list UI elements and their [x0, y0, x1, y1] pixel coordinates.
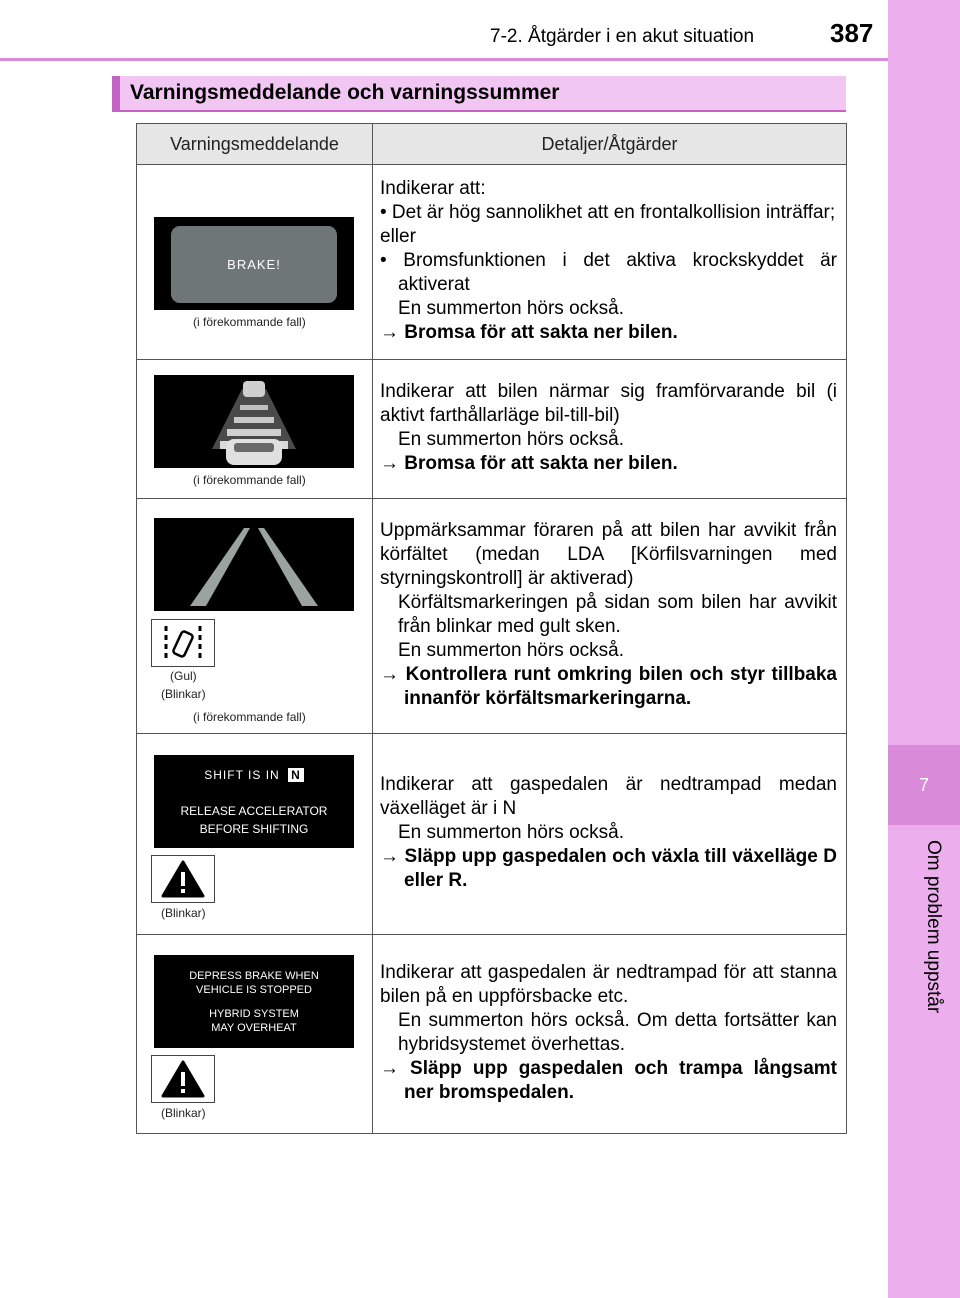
- lane-markings-icon: [154, 518, 354, 611]
- table-row: [137, 360, 847, 499]
- approaching-vehicle-icon: [154, 375, 354, 468]
- section-title: Varningsmeddelande och varningssummer: [130, 81, 560, 104]
- page-number: 387: [830, 18, 874, 48]
- section-title-bar: [112, 76, 846, 110]
- detail-action: → Kontrollera runt omkring bilen och styr tillbaka innanför körfältsmarkeringarna.: [380, 664, 837, 709]
- warning-indicator-box: [151, 1055, 215, 1103]
- message-cell: [137, 935, 373, 1134]
- column-header-message: Varningsmeddelande: [137, 124, 373, 165]
- section-heading: 7-2. Åtgärder i en akut situation: [490, 26, 755, 47]
- detail-bullet: • Det är hög sannolikhet att en frontalkollision inträffar;: [380, 202, 836, 223]
- detail-action: → Släpp upp gaspedalen och växla till växelläge D eller R.: [380, 846, 837, 891]
- indicator-state-caption: (Blinkar): [161, 906, 206, 920]
- display-line: MAY OVERHEAT: [211, 1022, 297, 1034]
- details-cell: [373, 935, 847, 1134]
- warning-triangle-icon: [152, 856, 214, 902]
- shift-warning-display: [154, 755, 354, 848]
- detail-note: En summerton hörs också.: [398, 822, 624, 843]
- indicator-state-caption: (Blinkar): [161, 687, 206, 701]
- table-row: [137, 165, 847, 360]
- table-row: [137, 734, 847, 935]
- display-line: SHIFT IS IN N: [154, 768, 354, 782]
- lane-departure-display: [154, 518, 354, 611]
- display-line: RELEASE ACCELERATOR: [180, 804, 328, 818]
- table-row: [137, 499, 847, 734]
- detail-text: Indikerar att:: [380, 178, 486, 199]
- brake-message: BRAKE!: [171, 226, 337, 303]
- display-line: BEFORE SHIFTING: [199, 822, 309, 836]
- lane-departure-indicator-icon: [152, 620, 214, 666]
- detail-text: Uppmärksammar föraren på att bilen har avvikit från körfältet (medan LDA [Körfilsvarningen med styrningskontroll] är aktiverad): [380, 520, 837, 589]
- chapter-number: 7: [888, 745, 960, 825]
- vehicle-approach-display: [154, 375, 354, 468]
- chapter-label: Om problem uppstår: [923, 840, 944, 1014]
- display-line: VEHICLE IS STOPPED: [196, 984, 312, 996]
- header-divider: [0, 58, 888, 61]
- detail-note: En summerton hörs också.: [398, 640, 624, 661]
- table-row: [137, 935, 847, 1134]
- detail-text: Indikerar att gaspedalen är nedtrampad medan växelläget är i N: [380, 774, 837, 819]
- detail-note: En summerton hörs också.: [398, 429, 624, 450]
- caption: (i förekommande fall): [193, 473, 306, 487]
- message-cell: [137, 360, 373, 499]
- warning-triangle-icon: [152, 1056, 214, 1102]
- table-header-row: [137, 124, 847, 165]
- warning-indicator-box: [151, 855, 215, 903]
- details-cell: [373, 360, 847, 499]
- details-cell: [373, 499, 847, 734]
- caption: (i förekommande fall): [193, 710, 306, 724]
- warning-table: [136, 123, 847, 1134]
- title-underline: [112, 110, 846, 112]
- indicator-state-caption: (Blinkar): [161, 1106, 206, 1120]
- detail-text: Indikerar att bilen närmar sig framförvarande bil (i aktivt farthållarläge bil-till-bil): [380, 381, 837, 426]
- message-cell: [137, 499, 373, 734]
- display-line: HYBRID SYSTEM: [209, 1008, 299, 1020]
- lane-indicator-box: [151, 619, 215, 667]
- display-line: DEPRESS BRAKE WHEN: [189, 970, 319, 982]
- detail-action: → Släpp upp gaspedalen och trampa långsamt ner bromspedalen.: [380, 1058, 837, 1103]
- detail-action: → Bromsa för att sakta ner bilen.: [380, 322, 678, 343]
- detail-action: → Bromsa för att sakta ner bilen.: [380, 453, 678, 474]
- details-cell: [373, 165, 847, 360]
- column-header-details: Detaljer/Åtgärder: [373, 124, 847, 165]
- message-cell: [137, 734, 373, 935]
- detail-text: eller: [380, 226, 416, 247]
- title-accent: [112, 76, 120, 110]
- gear-n-badge: N: [288, 768, 304, 782]
- details-cell: [373, 734, 847, 935]
- message-cell: [137, 165, 373, 360]
- caption: (i förekommande fall): [193, 315, 306, 329]
- brake-display: [154, 217, 354, 310]
- detail-note: En summerton hörs också.: [398, 298, 624, 319]
- detail-text: Indikerar att gaspedalen är nedtrampad för att stanna bilen på en uppförsbacke etc.: [380, 962, 837, 1007]
- chapter-side-tab: [888, 0, 960, 1298]
- indicator-color-caption: (Gul): [170, 669, 197, 683]
- detail-note: Körfältsmarkeringen på sidan som bilen har avvikit från blinkar med gult sken.: [398, 592, 837, 637]
- detail-note: En summerton hörs också. Om detta fortsätter kan hybridsystemet överhettas.: [398, 1010, 837, 1055]
- detail-bullet: • Bromsfunktionen i det aktiva krockskyddet är aktiverat: [380, 250, 837, 295]
- hybrid-warning-display: [154, 955, 354, 1048]
